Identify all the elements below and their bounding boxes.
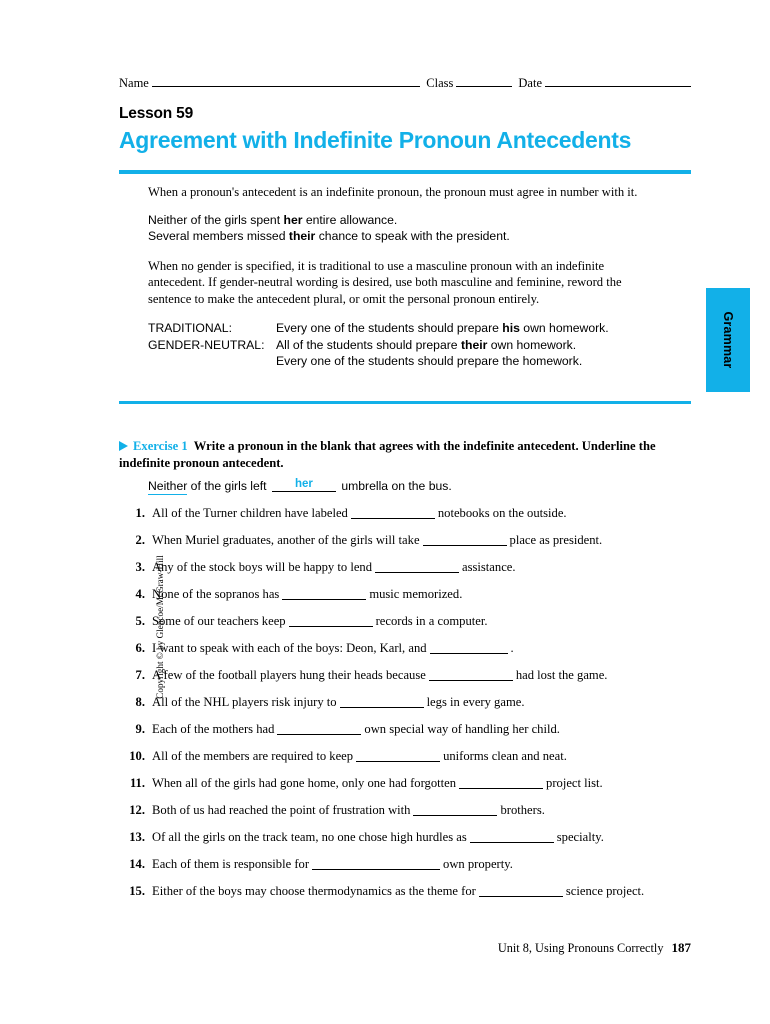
answer-blank[interactable] xyxy=(375,561,459,573)
item-text-before-blank: When Muriel graduates, another of the girls will take xyxy=(152,533,420,547)
traditional-sentence xyxy=(276,320,648,337)
item-text-after-blank: science project. xyxy=(565,884,645,898)
item-text-after-blank: own special way of handling her child. xyxy=(364,722,560,736)
exercise-item xyxy=(119,803,699,830)
item-number: 15. xyxy=(129,884,145,898)
item-text-after-blank: music memorized. xyxy=(369,587,463,601)
exercise-item-list xyxy=(119,506,699,911)
exercise-item xyxy=(119,560,699,587)
exercise-item xyxy=(119,506,699,533)
item-text xyxy=(152,641,699,656)
item-text-after-blank: had lost the game. xyxy=(515,668,608,682)
answer-blank[interactable] xyxy=(282,588,366,600)
traditional-pronoun: his xyxy=(502,321,520,335)
item-text xyxy=(152,668,699,683)
usage-comparison xyxy=(148,320,648,370)
item-text xyxy=(152,749,699,764)
item-text-before-blank: Each of the mothers had xyxy=(152,722,275,736)
item-number: 10. xyxy=(129,749,145,763)
example-2-pre: Several members missed xyxy=(148,229,289,243)
example-1-post: entire allowance. xyxy=(302,212,398,227)
exercise-item xyxy=(119,641,699,668)
rule-statement-2: When no gender is specified, it is traditional to use a masculine pronoun with an indefinite antecedent. If gender-neutral wording is desired, use both masculine and feminine, reword the sentence to make the antecedent plural, or omit the personal pronoun entirely. xyxy=(148,258,622,306)
answer-blank[interactable] xyxy=(429,669,513,681)
item-text-before-blank: All of the Turner children have labeled xyxy=(152,506,348,520)
gender-neutral-post: own homework. xyxy=(487,337,577,352)
example-2-pronoun: their xyxy=(288,229,316,243)
item-text xyxy=(152,614,699,629)
example-antecedent: Neither xyxy=(148,479,188,493)
item-text-after-blank: brothers. xyxy=(500,803,545,817)
item-number: 13. xyxy=(129,830,145,844)
item-text-after-blank: project list. xyxy=(546,776,603,790)
exercise-directions xyxy=(119,438,691,472)
exercise-label: Exercise 1 xyxy=(133,439,188,453)
item-text xyxy=(152,722,699,737)
item-text-before-blank: A few of the football players hung their heads because xyxy=(152,668,426,682)
item-text xyxy=(152,857,699,872)
name-blank[interactable] xyxy=(152,76,420,87)
page-title: Agreement with Indefinite Pronoun Antecedents xyxy=(119,127,632,153)
item-text xyxy=(152,587,699,602)
item-text xyxy=(152,776,699,791)
exercise-item xyxy=(119,614,699,641)
copyright-notice: Copyright © by Glencoe/McGraw-Hill xyxy=(155,555,165,699)
gender-neutral-pronoun: their xyxy=(460,337,488,352)
item-text xyxy=(152,533,699,548)
exercise-item xyxy=(119,884,699,911)
item-text-before-blank: Of all the girls on the track team, no one chose high hurdles as xyxy=(152,830,467,844)
item-text-after-blank: assistance. xyxy=(462,560,516,574)
item-text xyxy=(152,803,699,818)
student-info-line xyxy=(119,76,691,94)
page-number: 187 xyxy=(671,940,691,955)
item-number: 4. xyxy=(135,587,145,601)
answer-blank[interactable] xyxy=(423,534,507,546)
item-text-after-blank: own property. xyxy=(443,857,513,871)
item-number: 7. xyxy=(135,668,145,682)
answer-blank[interactable] xyxy=(430,642,508,654)
item-number: 1. xyxy=(135,506,145,520)
item-number: 9. xyxy=(135,722,145,736)
exercise-item xyxy=(119,857,699,884)
exercise-item xyxy=(119,668,699,695)
date-blank[interactable] xyxy=(545,76,691,87)
exercise-item xyxy=(119,776,699,803)
class-blank[interactable] xyxy=(456,76,512,87)
example-sentence-2 xyxy=(148,228,648,245)
section-tab-label: Grammar xyxy=(721,311,735,369)
class-label: Class xyxy=(426,76,454,90)
item-text-before-blank: All of the NHL players risk injury to xyxy=(152,695,337,709)
answer-blank[interactable] xyxy=(289,615,373,627)
name-label: Name xyxy=(119,76,149,90)
traditional-label: TRADITIONAL: xyxy=(148,321,232,335)
exercise-item xyxy=(119,533,699,560)
item-number: 8. xyxy=(135,695,145,709)
exercise-item xyxy=(119,830,699,857)
section-tab-grammar xyxy=(706,288,750,392)
date-label: Date xyxy=(518,76,542,90)
example-pre: of the girls left xyxy=(187,479,270,493)
answer-blank[interactable] xyxy=(351,507,435,519)
item-number: 2. xyxy=(135,533,145,547)
item-text-after-blank: uniforms clean and neat. xyxy=(443,749,567,763)
gender-neutral-alt-sentence: Every one of the students should prepare the homework. xyxy=(276,354,583,368)
item-text-after-blank: notebooks on the outside. xyxy=(437,506,567,520)
item-text xyxy=(152,560,699,575)
instruction-block xyxy=(148,184,648,370)
answer-blank[interactable] xyxy=(340,696,424,708)
divider-top xyxy=(119,170,691,174)
example-answer: her xyxy=(294,478,313,490)
item-text xyxy=(152,506,699,521)
item-text xyxy=(152,695,699,710)
item-text-after-blank: legs in every game. xyxy=(426,695,525,709)
example-blank[interactable] xyxy=(272,479,336,492)
traditional-post: own homework. xyxy=(519,321,609,335)
item-text-before-blank: All of the members are required to keep xyxy=(152,749,354,763)
item-text-before-blank: Both of us had reached the point of frustration with xyxy=(152,803,411,817)
gender-neutral-row xyxy=(148,337,648,354)
item-number: 5. xyxy=(135,614,145,628)
traditional-row xyxy=(148,320,648,337)
answer-blank[interactable] xyxy=(312,858,440,870)
answer-blank[interactable] xyxy=(479,885,563,897)
item-number: 12. xyxy=(129,803,145,817)
example-post: umbrella on the bus. xyxy=(337,479,452,493)
footer-unit-text: Unit 8, Using Pronouns Correctly xyxy=(497,941,664,955)
example-2-post: chance to speak with the president. xyxy=(315,229,510,243)
answer-blank[interactable] xyxy=(459,777,543,789)
exercise-item xyxy=(119,722,699,749)
item-number: 11. xyxy=(129,776,145,790)
example-sentence-1 xyxy=(148,212,648,229)
answer-blank[interactable] xyxy=(470,831,554,843)
gender-neutral-label: GENDER-NEUTRAL: xyxy=(148,337,265,352)
item-text-before-blank: Some of our teachers keep xyxy=(152,614,286,628)
item-text-after-blank: place as president. xyxy=(509,533,603,547)
gender-neutral-sentence xyxy=(276,337,648,354)
item-number: 14. xyxy=(129,857,145,871)
item-text-before-blank: Any of the stock boys will be happy to lend xyxy=(152,560,373,574)
gender-neutral-alt-spacer xyxy=(148,353,276,370)
item-number: 6. xyxy=(135,641,145,655)
item-text-before-blank: When all of the girls had gone home, only one had forgotten xyxy=(152,776,457,790)
exercise-directions-body: Write a pronoun in the blank that agrees with the indefinite antecedent. Underline the indefinite pronoun antecedent. xyxy=(119,439,656,470)
item-text-before-blank: Either of the boys may choose thermodynamics as the theme for xyxy=(152,884,476,898)
traditional-pre: Every one of the students should prepare xyxy=(276,321,503,335)
example-1-pronoun: her xyxy=(283,212,303,227)
exercise-item xyxy=(119,695,699,722)
gender-neutral-alt-row xyxy=(148,353,648,370)
page-footer xyxy=(119,940,691,956)
exercise-item xyxy=(119,749,699,776)
item-text-after-blank: records in a computer. xyxy=(375,614,488,628)
triangle-right-icon xyxy=(119,441,128,451)
divider-bottom xyxy=(119,401,691,404)
gender-neutral-pre: All of the students should prepare xyxy=(276,337,461,352)
exercise-item xyxy=(119,587,699,614)
exercise-example xyxy=(148,479,452,493)
item-text xyxy=(152,884,699,899)
item-text-before-blank: None of the sopranos has xyxy=(152,587,280,601)
item-text-after-blank: . xyxy=(510,641,514,655)
item-text-before-blank: Each of them is responsible for xyxy=(152,857,310,871)
item-number: 3. xyxy=(135,560,145,574)
lesson-number: Lesson 59 xyxy=(119,105,194,122)
item-text-after-blank: specialty. xyxy=(556,830,604,844)
answer-blank[interactable] xyxy=(413,804,497,816)
item-text-before-blank: I want to speak with each of the boys: Deon, Karl, and xyxy=(152,641,427,655)
example-1-pre: Neither of the girls spent xyxy=(148,212,284,227)
rule-statement-1: When a pronoun's antecedent is an indefinite pronoun, the pronoun must agree in number with it. xyxy=(148,185,638,199)
answer-blank[interactable] xyxy=(277,723,361,735)
answer-blank[interactable] xyxy=(356,750,440,762)
item-text xyxy=(152,830,699,845)
